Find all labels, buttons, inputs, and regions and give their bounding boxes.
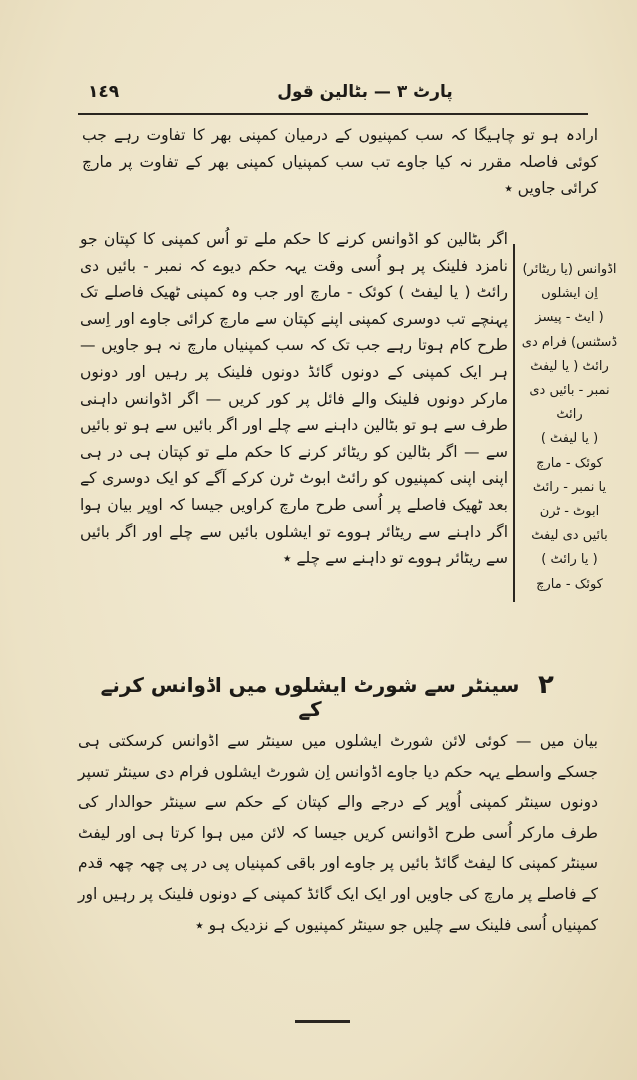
side-note-line: رائٹ [556, 407, 583, 423]
running-header: پارٹ ٣ — بٹالین قول [277, 82, 453, 102]
header-divider [78, 113, 588, 115]
page-number: ١٤٩ [88, 82, 120, 102]
side-note-line: کوئک - مارچ [536, 455, 603, 471]
side-note-line: یا نمبر - رائٹ [532, 479, 607, 495]
side-note-line: نمبر - بائیں دی [529, 383, 610, 399]
side-note-line: اڈوانس (یا ریٹائر) [522, 262, 617, 277]
side-note-line: رائٹ ( یا لیفٹ [530, 358, 609, 374]
side-note-line: ابوٹ - ٹرن [539, 504, 600, 520]
side-note-line: ( یا لیفٹ ) [540, 431, 599, 447]
side-note-line: ( ایٹ - پیسز [535, 310, 604, 326]
side-note-line: ڈسٹنس) فرام دی [521, 334, 618, 350]
side-note-line: کوئک - مارچ [536, 576, 603, 592]
section-title: سینٹر سے شورٹ ایشلوں میں اڈوانس کرنے کے [100, 673, 520, 721]
side-note-line: اِن ایشلوں [541, 286, 598, 302]
section-number: ٢ [538, 670, 554, 700]
footer-rule [295, 1020, 350, 1023]
paragraph-advance-retire: اگر بٹالین کو اڈوانس کرنے کا حکم ملے تو اُس کمپنی کا کپتان جو نامزد فلینک پر ہو اُسی وقت یہہ حکم دیوے کہ نمبر - بائیں دی رائٹ ( یا لیفٹ ) کوئک - مارچ اور جب وہ کمپنی ٹھیک فاصلے تک پہنچے تب دوسری کمپنی اپنے کپتان سے مارچ کرائی جاوے اور اِسی طرح کام ہوتا رہے جب تک کہ سب کمپنیاں مارچ نہ ہو جاویں — ہر ایک کمپنی کے دونوں گائڈ دونوں فلینک پر رہیں اور دونوں مارکر دونوں فلینک والے فائل پر کور کریں — اگر اڈوانس داہنی طرف سے ہو تو بٹالین داہنے سے چلے اور اگر بائیں سے ہو تو بائیں سے — اگر بٹالین کو ریٹائر کرنے کا حکم ملے تو کپتان ہی در ہی اپنی اپنی کمپنیوں کو رائٹ ابوٹ ٹرن کرکے آگے کو ایک دوسری کے بعد ٹھیک فاصلے پر اُسی طرح مارچ کراویں جیسا کہ اوپر بیان ہوا اگر داہنے سے ریٹائر ہووے تو ایشلوں بائیں سے چلے اور اگر بائیں سے ریٹائر ہووے تو داہنے سے چلے ٭ [80, 230, 508, 568]
paragraph-continuation: ارادہ ہو تو چاہیگا کہ سب کمپنیوں کے درمیان کمپنی بھر کا تفاوت رہے جب کوئی فاصلہ مقرر نہ کیا جاوے تب سب کمپنیاں کمپنی بھر کے تفاوت پر مارچ کرائی جاویں ٭ [82, 126, 598, 198]
side-note-line: ( یا رائٹ ) [541, 552, 598, 568]
side-note-line: بائیں دی لیفٹ [531, 528, 608, 544]
side-note [512, 258, 627, 597]
paragraph-center-advance: بیان میں — کوئی لائن شورٹ ایشلوں میں سینٹر سے اڈوانس کرسکتی ہی جسکے واسطے یہہ حکم دیا جاوے اڈوانس اِن شورٹ ایشلوں فرام دی سینٹر تسپر دونوں سینٹر کمپنی اُوپر کے درجے والے کپتان کے حکم سے سینٹر حوالدار کی طرف مارکر اُسی طرح اڈوانس کریں جیسا کہ لائن میں ہوا کرتا ہی اور لیفٹ سینٹر کمپنی کا لیفٹ گائڈ بائیں پر جاوے اور باقی کمپنیاں پی در پی چھہ چھہ قدم کے فاصلے پر مارچ کی جاویں اور ایک ایک گائڈ کمپنی کے دونوں فلینک پر رہیں اور کمپنیاں اُسی فلینک سے چلیں جو سینٹر کمپنیوں کے نزدیک ہو ٭ [78, 732, 598, 934]
